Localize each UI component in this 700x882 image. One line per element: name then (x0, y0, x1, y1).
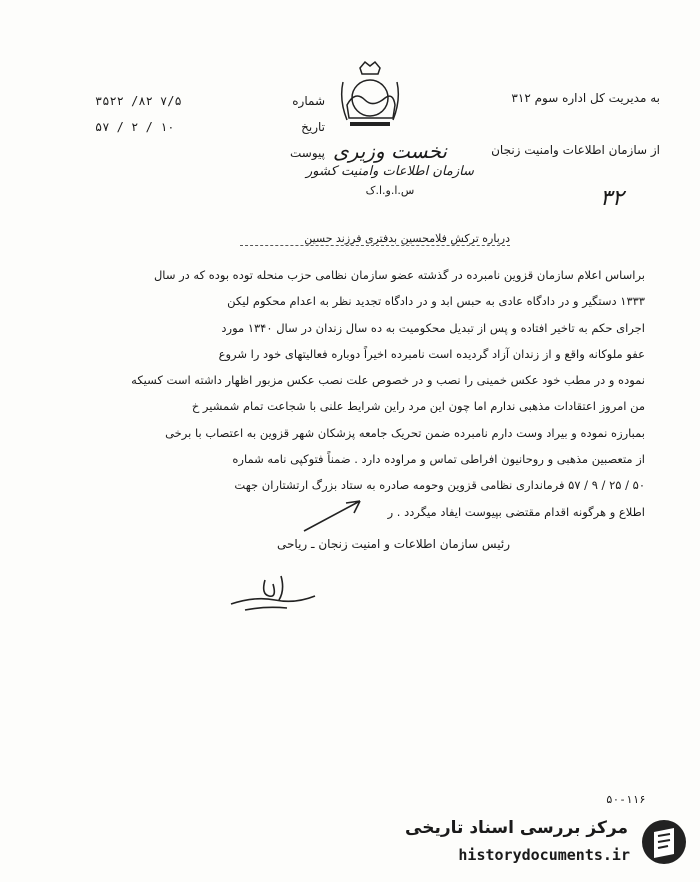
subject-line (240, 232, 510, 246)
from-line: از سازمان اطلاعات وامنیت زنجان (491, 143, 660, 157)
watermark-name: مرکز بررسی اسناد تاریخی (405, 818, 628, 838)
number-label: شماره (292, 94, 325, 108)
signatory-title: رئیس سازمان اطلاعات و امنیت زنجان ـ ریاحی (277, 537, 510, 551)
margin-handwritten-mark: ۳۲ (600, 186, 624, 211)
body-line: من امروز اعتقادات مذهبی ندارم اما چون این مرد راین شرایط علنی با شجاعت تمام شمشیر خ (191, 399, 645, 414)
number-value: ۷/۵ ۸۲/ ۳۵۲۲ (95, 94, 182, 108)
number-row (95, 88, 325, 114)
watermark-logo (405, 812, 688, 872)
body-line: عفو ملوکانه واقع و از زندان آزاد گردیده است نامبرده اخیراً دوباره فعالیتهای خود را شروع (218, 346, 645, 361)
body-line: بمبارزه نموده و بیراد وست دارم نامبرده ضمن تحریک جامعه پزشکان شهر قزوین به اعتصاب با برخی (165, 425, 645, 440)
page-number: ۵۰-۱۱۶ (606, 793, 646, 806)
body-line: ۱۳۳۳ دستگیر و در دادگاه عادی به حبس ابد و در دادگاه تجدید نظر به اعدام محکوم لیکن (227, 294, 645, 309)
date-row (95, 114, 325, 140)
ministry-header (300, 140, 480, 200)
attachment-label: پیوست (290, 146, 325, 160)
to-line: به مدیریت کل اداره سوم ۳۱۲ (511, 91, 660, 105)
agency-name: سازمان اطلاعات وامنیت کشور (306, 164, 474, 179)
subject-label: درباره (482, 232, 510, 245)
attachment-row (95, 140, 325, 166)
subject-value: ترکش فلامحسین بدفتری فرزند حسین (304, 232, 479, 245)
body-line: براساس اعلام سازمان قزوین نامبرده در گذشته عضو سازمان نظامی حزب منحله توده بوده که در سال (153, 268, 645, 282)
body-line: از متعصبین مذهبی و روحانیون افراطی تماس و مراوده دارد . ضمناً فتوکپی نامه شماره (232, 452, 645, 467)
body-line: ۵۰ / ۲۵ / ۹ / ۵۷ فرمانداری نظامی قزوین وحومه صادره به ستاد بزرگ ارتشتاران جهت (234, 478, 645, 493)
letter-body (75, 262, 645, 525)
agency-abbrev: س.ا.و.ا.ک (365, 184, 415, 197)
body-line: نموده و در مطب خود عکس خمینی را نصب و در خصوص علت نصب عکس مزبور اظهار داشته است کسیکه (131, 373, 645, 388)
lion-and-sun-emblem-icon (335, 60, 405, 140)
date-label: تاریخ (301, 120, 325, 134)
archive-logo-icon (640, 816, 688, 868)
body-line: اطلاع و هرگونه اقدام مقتضی بپیوست ایفاد میگردد . ر (387, 504, 645, 519)
watermark-url: historydocuments.ir (458, 846, 630, 864)
handwritten-signature-icon (225, 560, 335, 620)
date-value: ۱۰ / ۲ / ۵۷ (95, 120, 175, 134)
handwritten-arrow-icon (300, 495, 370, 535)
body-line: اجرای حکم به تاخیر افتاده و پس از تبدیل محکومیت به ده سال زندان در سال ۱۳۴۰ مورد (221, 320, 645, 335)
header-reference (95, 88, 325, 166)
ministry-name: نخست وزیری (333, 139, 447, 163)
